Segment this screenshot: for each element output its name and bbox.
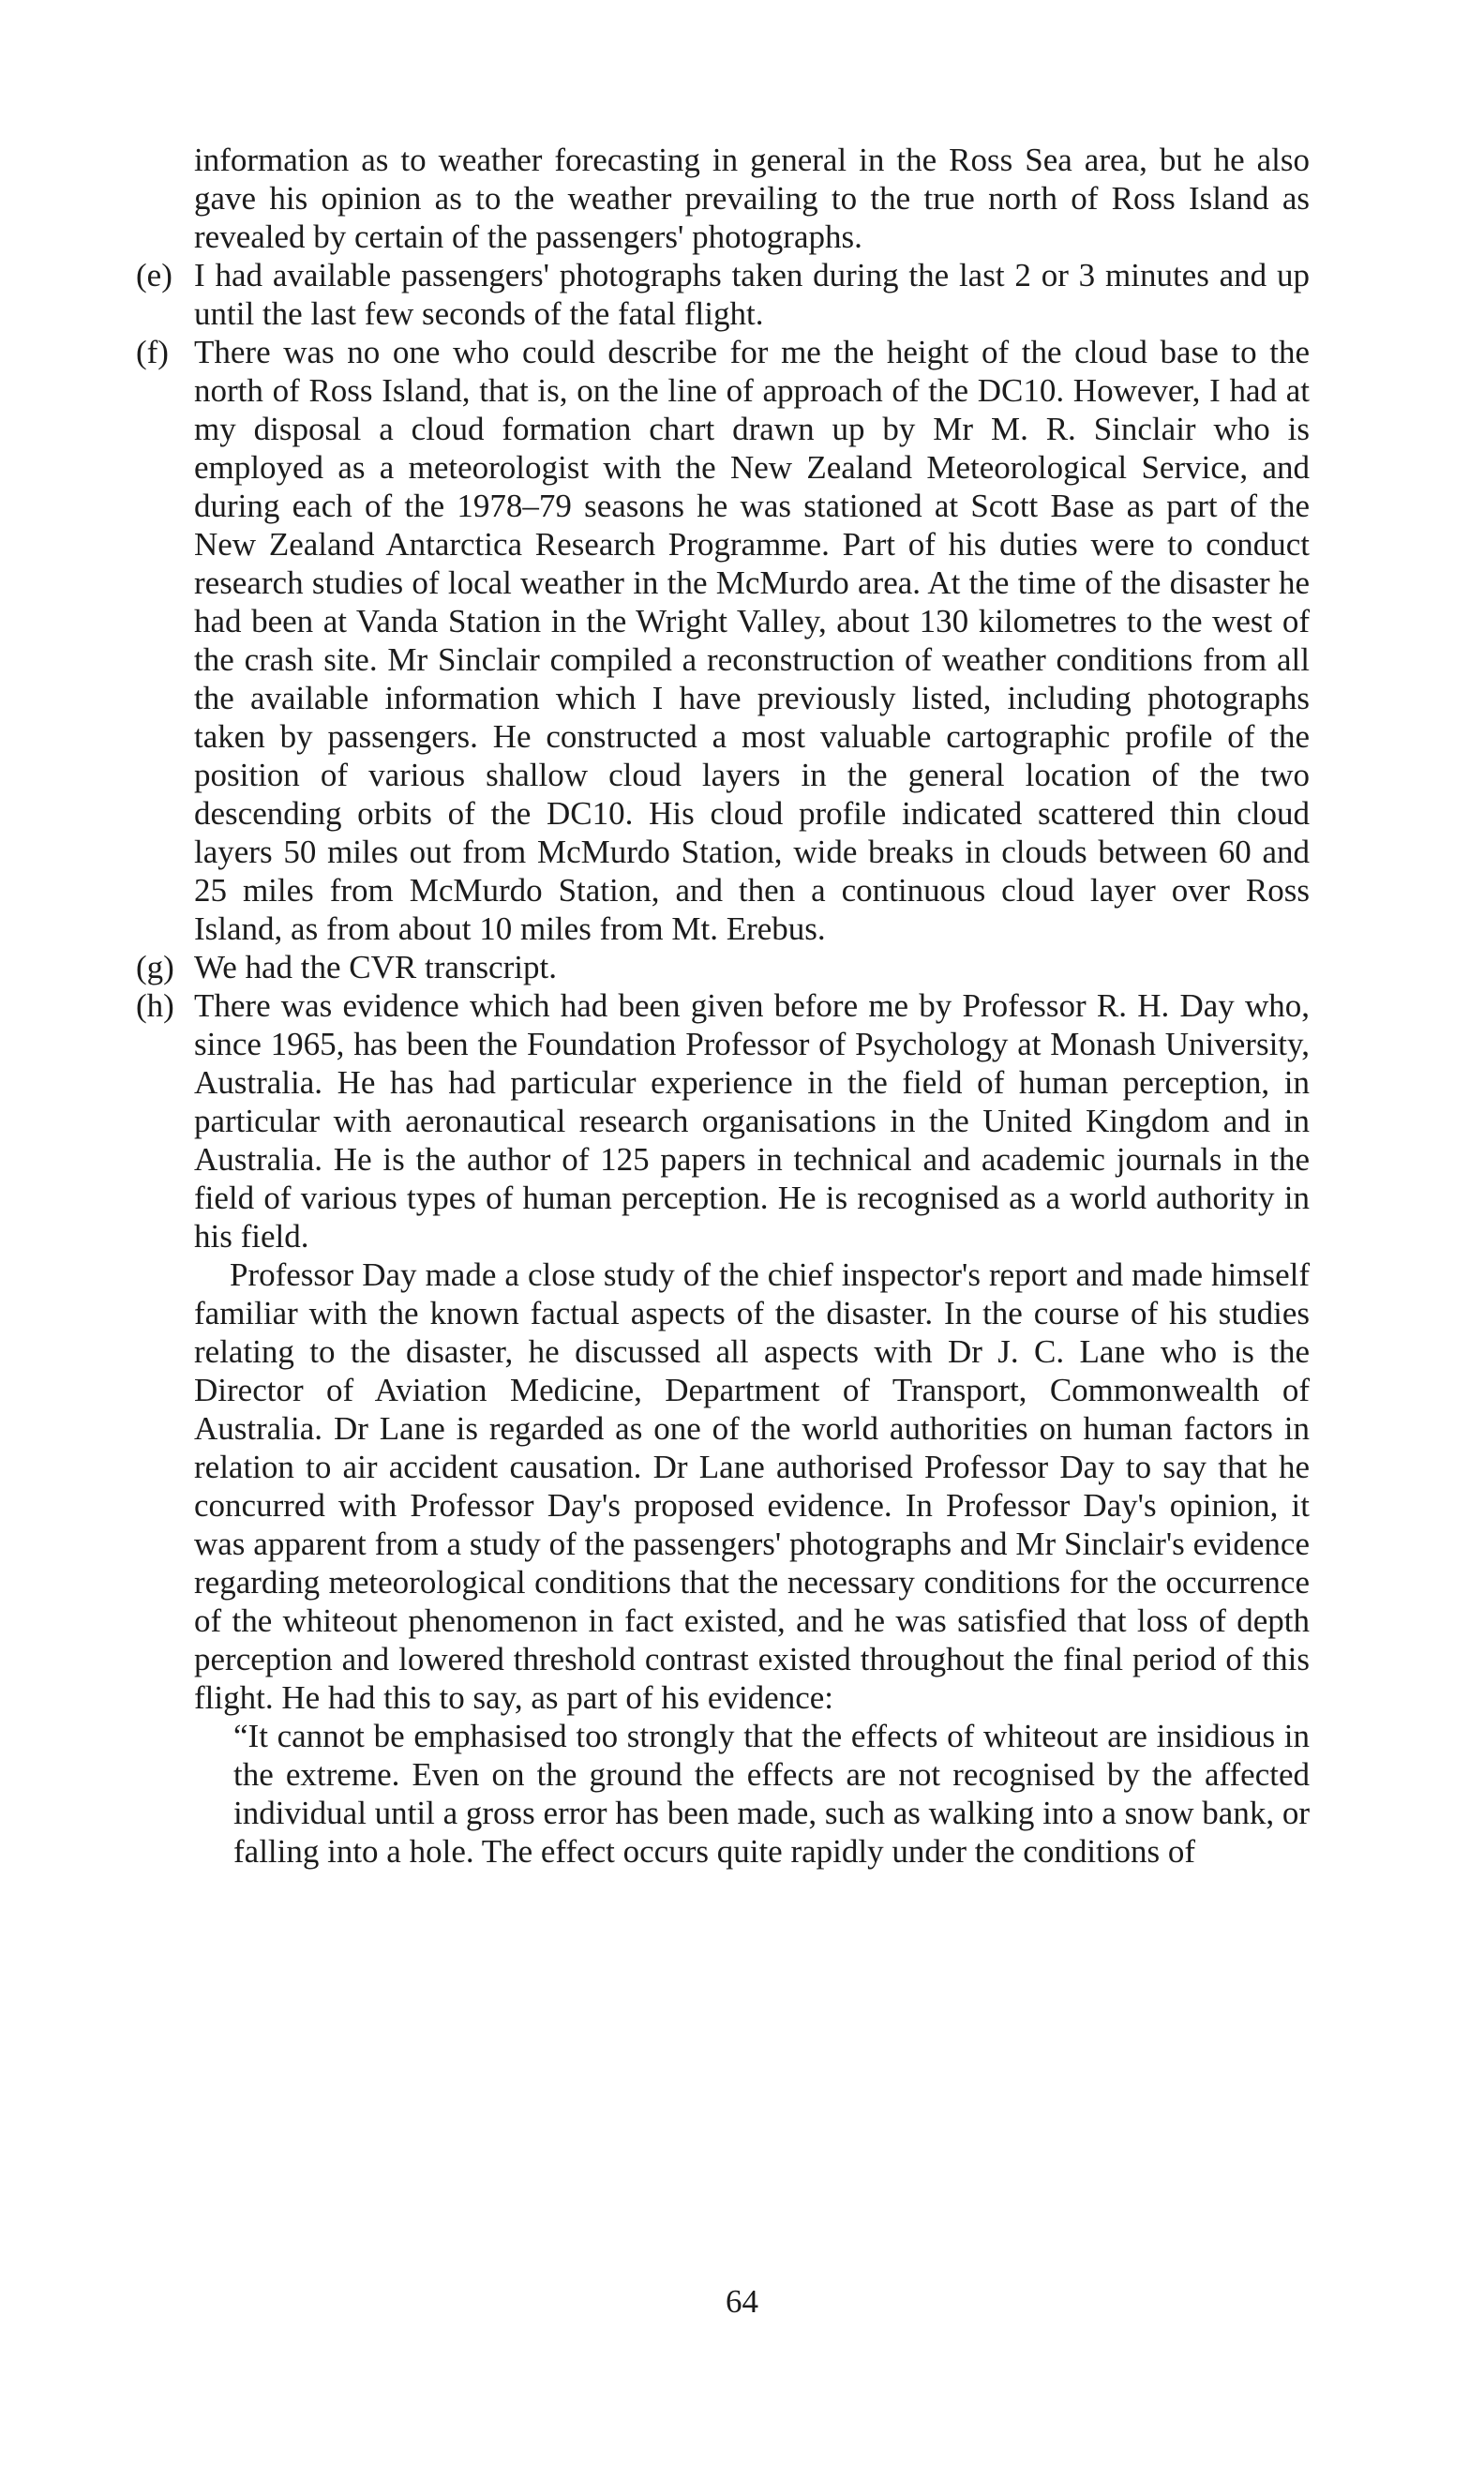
body-text [136, 141, 1310, 1871]
page-number: 64 [726, 2283, 758, 2320]
list-item-e [136, 256, 1310, 333]
continuation-paragraph: information as to weather forecasting in general in the Ross Sea area, but he also gave his opinion as to the weather prevailing to the true north of Ross Island as revealed by certain of the passengers' photographs. [194, 142, 1310, 255]
block-quote: “It cannot be emphasised too strongly that the effects of whiteout are insidious in the extreme. Even on the ground the effects are not recognised by the affected individual until a gross error has been made, such as walking into a snow bank, or falling into a hole. The effect occurs quite rapidly under the conditions of [233, 1718, 1310, 1870]
list-item-text: There was evidence which had been given before me by Professor R. H. Day who, since 1965, has been the Foundation Professor of Psychology at Monash University, Australia. He has had particular experience in the field of human perception, in particular with aeronautical research organisations in the United Kingdom and in Australia. He is the author of 125 papers in technical and academic journals in the field of various types of human perception. He is recognised as a world authority in his field. [194, 987, 1310, 1255]
list-item-g [136, 948, 1310, 986]
body-paragraph: Professor Day made a close study of the chief inspector's report and made himself familiar with the known factual aspects of the disaster. In the course of his studies relating to the disaster, he discussed all aspects with Dr J. C. Lane who is the Director of Aviation Medicine, Department of Transport, Commonwealth of Australia. Dr Lane is regarded as one of the world authorities on human factors in relation to air accident causation. Dr Lane authorised Professor Day to say that he concurred with Professor Day's proposed evidence. In Professor Day's opinion, it was apparent from a study of the passengers' photographs and Mr Sinclair's evidence regarding meteorological conditions that the necessary conditions for the occurrence of the whiteout phenomenon in fact existed, and he was satisfied that loss of depth perception and lowered threshold contrast existed throughout the final period of this flight. He had this to say, as part of his evidence: [194, 1256, 1310, 1716]
list-marker: (e) [136, 257, 172, 293]
list-item-text: We had the CVR transcript. [194, 949, 557, 985]
list-marker: (f) [136, 334, 169, 370]
list-item-h [136, 986, 1310, 1256]
list-item-text: I had available passengers' photographs taken during the last 2 or 3 minutes and up until the last few seconds of the fatal flight. [194, 257, 1310, 332]
list-item-text: There was no one who could describe for me the height of the cloud base to the north of Ross Island, that is, on the line of approach of the DC10. However, I had at my disposal a cloud formation chart drawn up by Mr M. R. Sinclair who is employed as a meteorologist with the New Zealand Meteorological Service, and during each of the 1978–79 seasons he was stationed at Scott Base as part of the New Zealand Antarctica Research Programme. Part of his duties were to conduct research studies of local weather in the McMurdo area. At the time of the disaster he had been at Vanda Station in the Wright Valley, about 130 kilometres to the west of the crash site. Mr Sinclair compiled a reconstruction of weather conditions from all the available information which I have previously listed, including photographs taken by passengers. He constructed a most valuable cartographic profile of the position of various shallow cloud layers in the general location of the two descending orbits of the DC10. His cloud profile indicated scattered thin cloud layers 50 miles out from McMurdo Station, wide breaks in clouds between 60 and 25 miles from McMurdo Station, and then a continuous cloud layer over Ross Island, as from about 10 miles from Mt. Erebus. [194, 334, 1310, 947]
list-item-f [136, 333, 1310, 948]
list-marker: (g) [136, 949, 174, 985]
list-marker: (h) [136, 987, 174, 1024]
